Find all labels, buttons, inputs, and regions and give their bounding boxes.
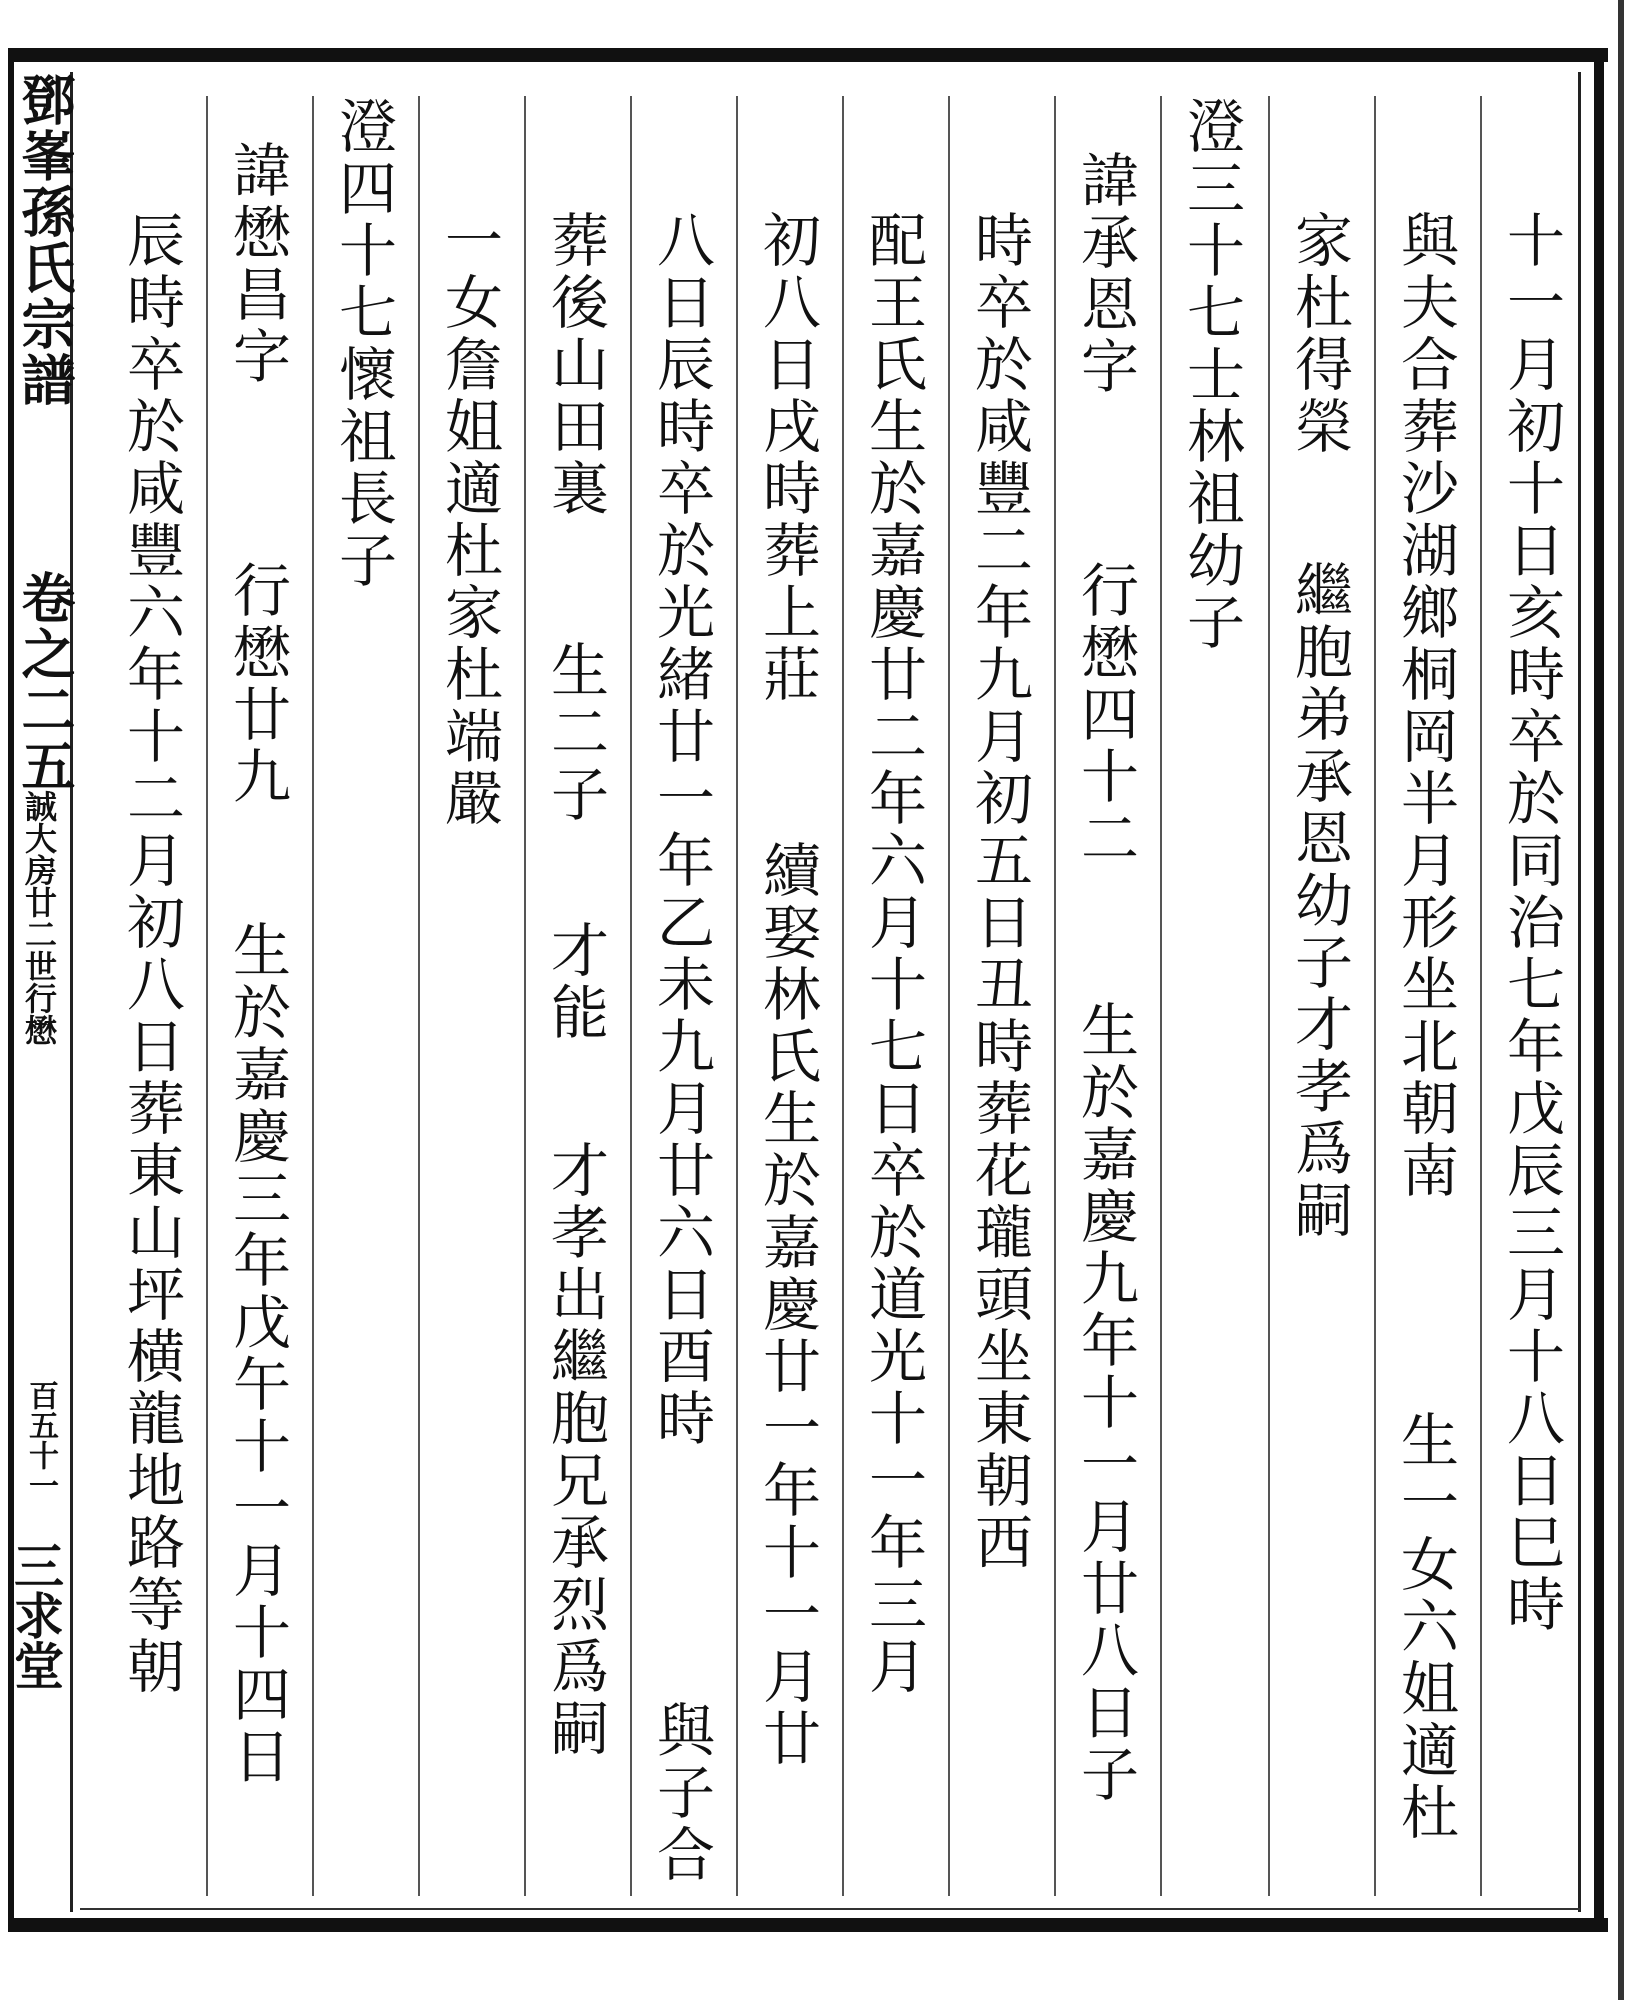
text-column-7 (859, 210, 927, 1698)
text-column-13-rank (223, 560, 291, 808)
spine-page-number: 百五十一 (23, 1380, 58, 1500)
column-text: 才能 (541, 920, 609, 1044)
text-column-6 (965, 210, 1033, 1574)
column-text: 續娶林氏生於嘉慶廿一年十一月廿 (753, 840, 821, 1770)
column-text: 澄三十七士林祖幼子 (1177, 96, 1245, 654)
column-text: 初八日戌時葬上莊 (753, 210, 821, 706)
column-text: 生於嘉慶三年戊午十一月十四日 (223, 920, 291, 1788)
text-column-12-heading (329, 96, 397, 592)
text-column-5-rank (1071, 560, 1139, 870)
text-column-10-son1 (541, 920, 609, 1044)
column-rule (1160, 96, 1162, 1896)
spine-title: 鄧峯孫氏宗譜 (13, 72, 77, 408)
column-rule (1054, 96, 1056, 1896)
bottom-rule (80, 1908, 1580, 1910)
column-rule (524, 96, 526, 1896)
column-text: 行懋廿九 (223, 560, 291, 808)
column-rule (312, 96, 314, 1896)
column-rule (1268, 96, 1270, 1896)
frame-top-border (8, 48, 1608, 62)
column-rule (1480, 96, 1482, 1896)
column-rule (842, 96, 844, 1896)
column-text: 澄四十七懷祖長子 (329, 96, 397, 592)
text-column-3-tail (1285, 560, 1353, 1242)
column-text: 與子合 (647, 1700, 715, 1886)
text-column-10-sons (541, 640, 609, 826)
text-column-3 (1285, 210, 1353, 458)
text-column-8-tail (753, 840, 821, 1770)
spine-branch: 誠大房廿二世行懋 (20, 790, 58, 1046)
spine-hall-name: 三求堂 (6, 1540, 65, 1690)
text-column-11 (435, 210, 503, 830)
text-column-10-son2 (541, 1140, 609, 1760)
text-column-14 (117, 210, 185, 1698)
column-text: 才孝出繼胞兄承烈爲嗣 (541, 1140, 609, 1760)
column-text: 諱承恩字 (1071, 150, 1139, 398)
text-column-13 (223, 140, 291, 388)
text-column-5-birth (1071, 1000, 1139, 1806)
text-column-9-tail (647, 1700, 715, 1886)
column-text: 與夫合葬沙湖鄉桐岡半月形坐北朝南 (1391, 210, 1459, 1202)
column-text: 生於嘉慶九年十一月廿八日子 (1071, 1000, 1139, 1806)
column-text: 生一女六姐適杜 (1391, 1410, 1459, 1844)
column-text: 十一月初十日亥時卒於同治七年戊辰三月十八日巳時 (1497, 210, 1565, 1636)
column-text: 一女詹姐適杜家杜端嚴 (435, 210, 503, 830)
column-text: 辰時卒於咸豐六年十二月初八日葬東山坪横龍地路等朝 (117, 210, 185, 1698)
column-text: 八日辰時卒於光緒廿一年乙未九月廿六日酉時 (647, 210, 715, 1450)
column-text: 行懋四十二 (1071, 560, 1139, 870)
column-text: 諱懋昌字 (223, 140, 291, 388)
column-rule (948, 96, 950, 1896)
column-rule (418, 96, 420, 1896)
text-column-1 (1497, 210, 1565, 1636)
text-column-2 (1391, 210, 1459, 1202)
page-edge (1618, 0, 1624, 2000)
text-column-13-birth (223, 920, 291, 1788)
column-rule (630, 96, 632, 1896)
text-column-10 (541, 210, 609, 520)
column-rule (1374, 96, 1376, 1896)
text-column-2-tail (1391, 1410, 1459, 1844)
text-column-4-heading (1177, 96, 1245, 654)
column-text: 葬後山田裏 (541, 210, 609, 520)
column-text: 配王氏生於嘉慶廿二年六月十七日卒於道光十一年三月 (859, 210, 927, 1698)
text-column-5 (1071, 150, 1139, 398)
column-rule (736, 96, 738, 1896)
column-text: 生二子 (541, 640, 609, 826)
column-text: 繼胞弟承恩幼子才孝爲嗣 (1285, 560, 1353, 1242)
inner-right-border (1578, 72, 1581, 1912)
column-text: 家杜得榮 (1285, 210, 1353, 458)
frame-bottom-border (8, 1918, 1608, 1932)
column-rule (206, 96, 208, 1896)
spine-volume: 卷之二五 (13, 570, 77, 794)
text-column-8 (753, 210, 821, 706)
frame-right-border (1594, 48, 1604, 1932)
text-column-9 (647, 210, 715, 1450)
column-text: 時卒於咸豐二年九月初五日丑時葬花瓏頭坐東朝西 (965, 210, 1033, 1574)
